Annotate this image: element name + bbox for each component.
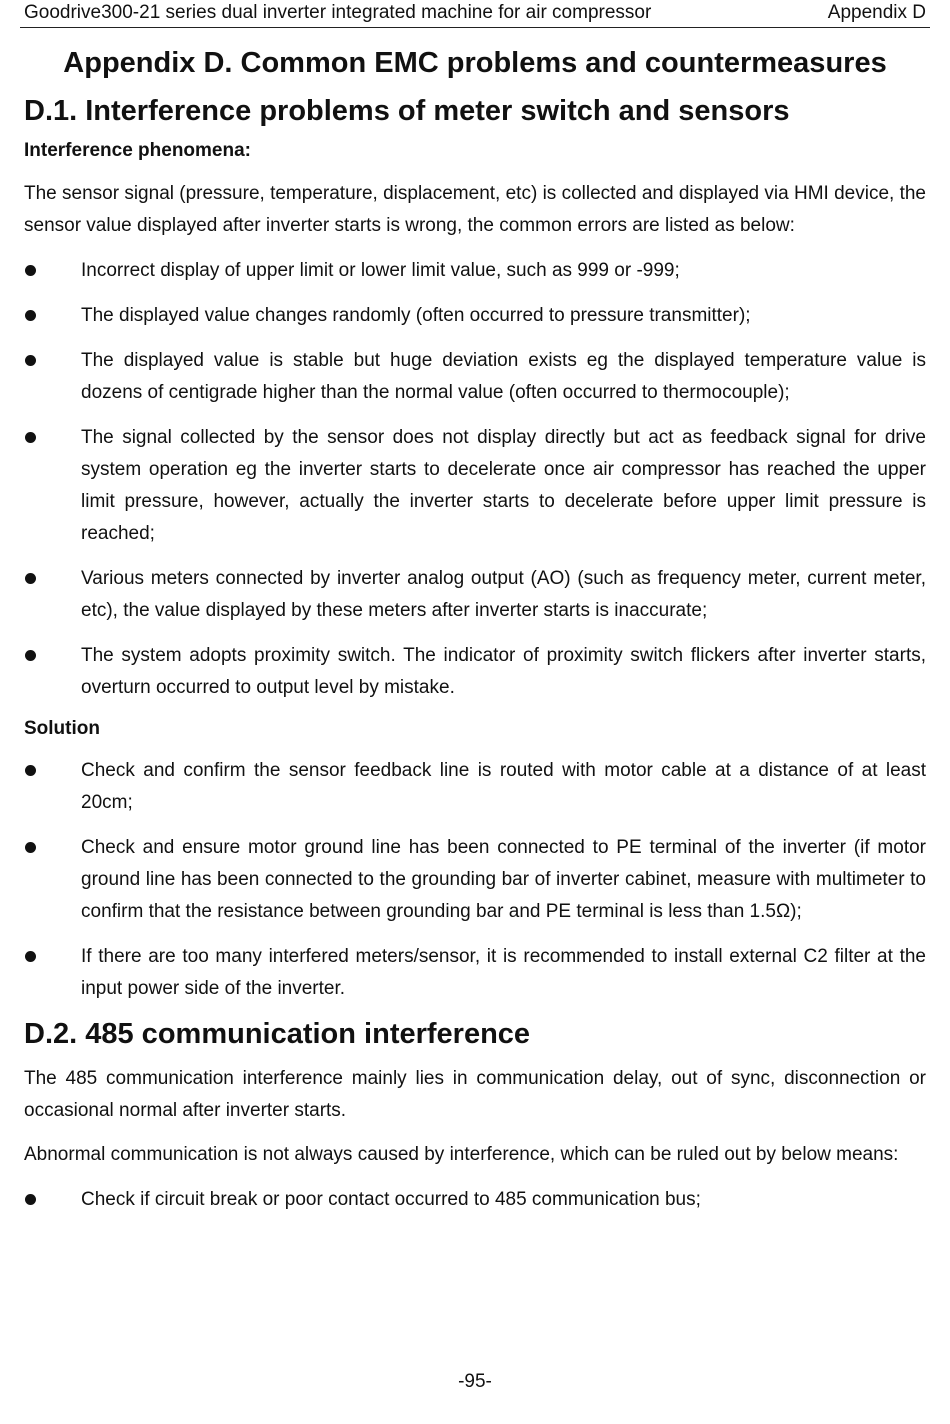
list-item-text: The displayed value is stable but huge deviation exists eg the displayed temperature value is dozens of centigrade higher than the normal value (often occurred to thermocouple); (81, 350, 926, 403)
list-item-text: The displayed value changes randomly (often occurred to pressure transmitter); (81, 305, 751, 326)
list-item-text: Check and confirm the sensor feedback line is routed with motor cable at a distance of at least 20cm; (81, 760, 926, 813)
list-item (24, 255, 926, 287)
page-header (20, 0, 930, 28)
list-item-text: Check if circuit break or poor contact occurred to 485 communication bus; (81, 1189, 701, 1210)
appendix-title: Appendix D. Common EMC problems and countermeasures (63, 47, 887, 79)
page-number: -95- (458, 1371, 492, 1392)
header-document-title: Goodrive300-21 series dual inverter integrated machine for air compressor (24, 2, 652, 23)
communication-checks-list (24, 1184, 926, 1216)
list-item (24, 563, 926, 627)
page-content (24, 40, 926, 1216)
d2-paragraph-1: The 485 communication interference mainly lies in communication delay, out of sync, disconnection or occasional normal after inverter starts. (24, 1068, 926, 1121)
bullet-icon (25, 573, 36, 584)
list-item (24, 941, 926, 1005)
list-item (24, 755, 926, 819)
d1-intro-paragraph: The sensor signal (pressure, temperature, displacement, etc) is collected and displayed via HMI device, the sensor value displayed after inverter starts is wrong, the common errors are listed as below: (24, 183, 926, 236)
list-item (24, 640, 926, 704)
d2-paragraph-2: Abnormal communication is not always caused by interference, which can be ruled out by below means: (24, 1144, 899, 1165)
section-d2-title: D.2. 485 communication interference (24, 1018, 531, 1050)
solution-list (24, 755, 926, 1005)
list-item (24, 345, 926, 409)
list-item (24, 300, 926, 332)
list-item (24, 832, 926, 928)
phenomena-list (24, 255, 926, 704)
header-appendix-label: Appendix D (827, 2, 926, 23)
list-item-text: The system adopts proximity switch. The indicator of proximity switch flickers after inverter starts, overturn occurred to output level by mistake. (81, 645, 926, 698)
list-item (24, 422, 926, 550)
section-d1-title: D.1. Interference problems of meter switch and sensors (24, 95, 790, 127)
bullet-icon (25, 951, 36, 962)
list-item-text: Check and ensure motor ground line has been connected to PE terminal of the inverter (if motor ground line has been connected to the grounding bar of inverter cabinet, measure with multimeter to confirm that the resistance between grounding bar and PE terminal is less than 1.5Ω); (81, 837, 926, 922)
list-item-text: The signal collected by the sensor does not display directly but act as feedback signal for drive system operation eg the inverter starts to decelerate once air compressor has reached the upper limit pressure, however, actually the inverter starts to decelerate before upper limit pressure is reached; (81, 427, 926, 544)
interference-phenomena-heading: Interference phenomena: (24, 140, 251, 161)
list-item-text: Various meters connected by inverter analog output (AO) (such as frequency meter, current meter, etc), the value displayed by these meters after inverter starts is inaccurate; (81, 568, 926, 621)
bullet-icon (25, 765, 36, 776)
bullet-icon (25, 265, 36, 276)
solution-heading: Solution (24, 718, 100, 739)
list-item-text: Incorrect display of upper limit or lower limit value, such as 999 or -999; (81, 260, 680, 281)
bullet-icon (25, 310, 36, 321)
bullet-icon (25, 650, 36, 661)
bullet-icon (25, 842, 36, 853)
list-item (24, 1184, 926, 1216)
bullet-icon (25, 432, 36, 443)
bullet-icon (25, 1194, 36, 1205)
list-item-text: If there are too many interfered meters/sensor, it is recommended to install external C2 filter at the input power side of the inverter. (81, 946, 926, 999)
bullet-icon (25, 355, 36, 366)
